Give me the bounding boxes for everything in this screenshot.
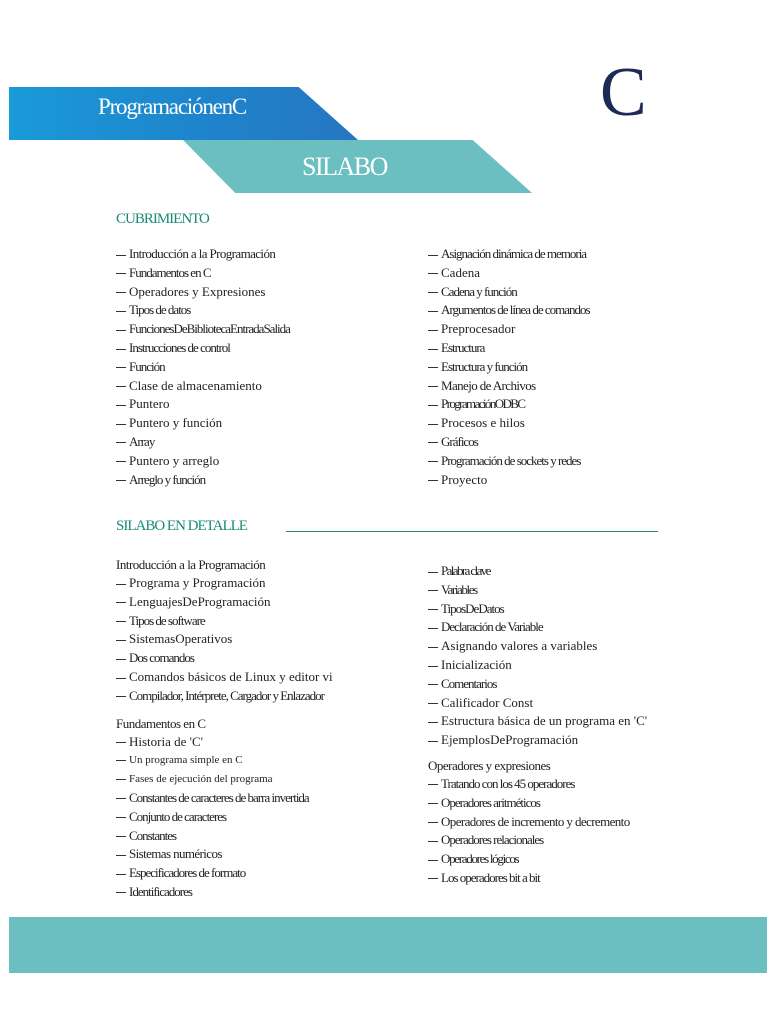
coverage-list-left xyxy=(116,245,290,489)
list-item: Manejo de Archivos xyxy=(428,377,590,396)
list-item: Puntero xyxy=(116,395,290,414)
list-item: TiposDeDatos xyxy=(428,600,647,619)
list-item: Fundamentos en C xyxy=(116,264,290,283)
list-item: Cadena xyxy=(428,264,590,283)
list-item: EjemplosDeProgramación xyxy=(428,731,647,750)
list-item: Inicialización xyxy=(428,656,647,675)
list-item: Introducción a la Programación xyxy=(116,245,290,264)
list-item: Sistemas numéricos xyxy=(116,845,333,864)
detail-column-right xyxy=(428,562,647,888)
list-item: Estructura y función xyxy=(428,358,590,377)
footer-band xyxy=(9,917,767,973)
list-item: Instrucciones de control xyxy=(116,339,290,358)
list-item: Operadores de incremento y decremento xyxy=(428,813,647,832)
list-item: Programación de sockets y redes xyxy=(428,452,590,471)
list-item: Argumentos de línea de comandos xyxy=(428,301,590,320)
list-item: Programa y Programación xyxy=(116,574,333,593)
list-item: LenguajesDeProgramación xyxy=(116,593,333,612)
coverage-heading: CUBRIMIENTO xyxy=(116,211,209,227)
list-item: Asignación dinámica de memoria xyxy=(428,245,590,264)
list-item: Declaración de Variable xyxy=(428,618,647,637)
list-item: Operadores relacionales xyxy=(428,831,647,850)
list-item: SistemasOperativos xyxy=(116,630,333,649)
group-title: Fundamentos en C xyxy=(116,715,206,731)
detail-heading: SILABO EN DETALLE xyxy=(116,518,247,534)
list-item: Fases de ejecución del programa xyxy=(116,770,333,789)
coverage-list-right xyxy=(428,245,590,489)
list-item: Array xyxy=(116,433,290,452)
list-item: FuncionesDeBibliotecaEntradaSalida xyxy=(116,320,290,339)
c-logo: C xyxy=(600,54,647,131)
list-item: Los operadores bit a bit xyxy=(428,869,647,888)
list-item: Proyecto xyxy=(428,471,590,490)
list-item: Tipos de datos xyxy=(116,301,290,320)
list-item: Puntero y función xyxy=(116,414,290,433)
list-item: Gráficos xyxy=(428,433,590,452)
list-item: Comentarios xyxy=(428,675,647,694)
list-item: Variables xyxy=(428,581,647,600)
list-item: Arreglo y función xyxy=(116,471,290,490)
list-item: Puntero y arreglo xyxy=(116,452,290,471)
list-item: Calificador Const xyxy=(428,694,647,713)
list-item: Palabra clave xyxy=(428,562,647,581)
section-title: SILABO xyxy=(302,152,387,181)
list-item: Historia de 'C' xyxy=(116,733,333,752)
detail-column-left xyxy=(116,555,333,902)
list-item: Cadena y función xyxy=(428,283,590,302)
list-item: Constantes de caracteres de barra invertida xyxy=(116,789,333,808)
list-item: Operadores lógicos xyxy=(428,850,647,869)
list-item: Comandos básicos de Linux y editor vi xyxy=(116,668,333,687)
list-item: Procesos e hilos xyxy=(428,414,590,433)
course-title: ProgramaciónenC xyxy=(98,94,247,119)
list-item: Estructura básica de un programa en 'C' xyxy=(428,712,647,731)
list-item: Operadores aritméticos xyxy=(428,794,647,813)
list-item: Tratando con los 45 operadores xyxy=(428,775,647,794)
detail-heading-rule xyxy=(286,531,658,532)
list-item: Función xyxy=(116,358,290,377)
list-item: Asignando valores a variables xyxy=(428,637,647,656)
list-item: Conjunto de caracteres xyxy=(116,808,333,827)
group-title: Operadores y expresiones xyxy=(428,757,551,773)
list-item: Preprocesador xyxy=(428,320,590,339)
list-item: Dos comandos xyxy=(116,649,333,668)
list-item: Estructura xyxy=(428,339,590,358)
list-item: ProgramaciónODBC xyxy=(428,395,590,414)
list-item: Un programa simple en C xyxy=(116,751,333,770)
group-title: Introducción a la Programación xyxy=(116,557,266,572)
list-item: Compilador, Intérprete, Cargador y Enlazador xyxy=(116,687,333,706)
list-item: Operadores y Expresiones xyxy=(116,283,290,302)
list-item: Identificadores xyxy=(116,883,333,902)
list-item: Constantes xyxy=(116,827,333,846)
list-item: Especificadores de formato xyxy=(116,864,333,883)
list-item: Clase de almacenamiento xyxy=(116,377,290,396)
list-item: Tipos de software xyxy=(116,612,333,631)
